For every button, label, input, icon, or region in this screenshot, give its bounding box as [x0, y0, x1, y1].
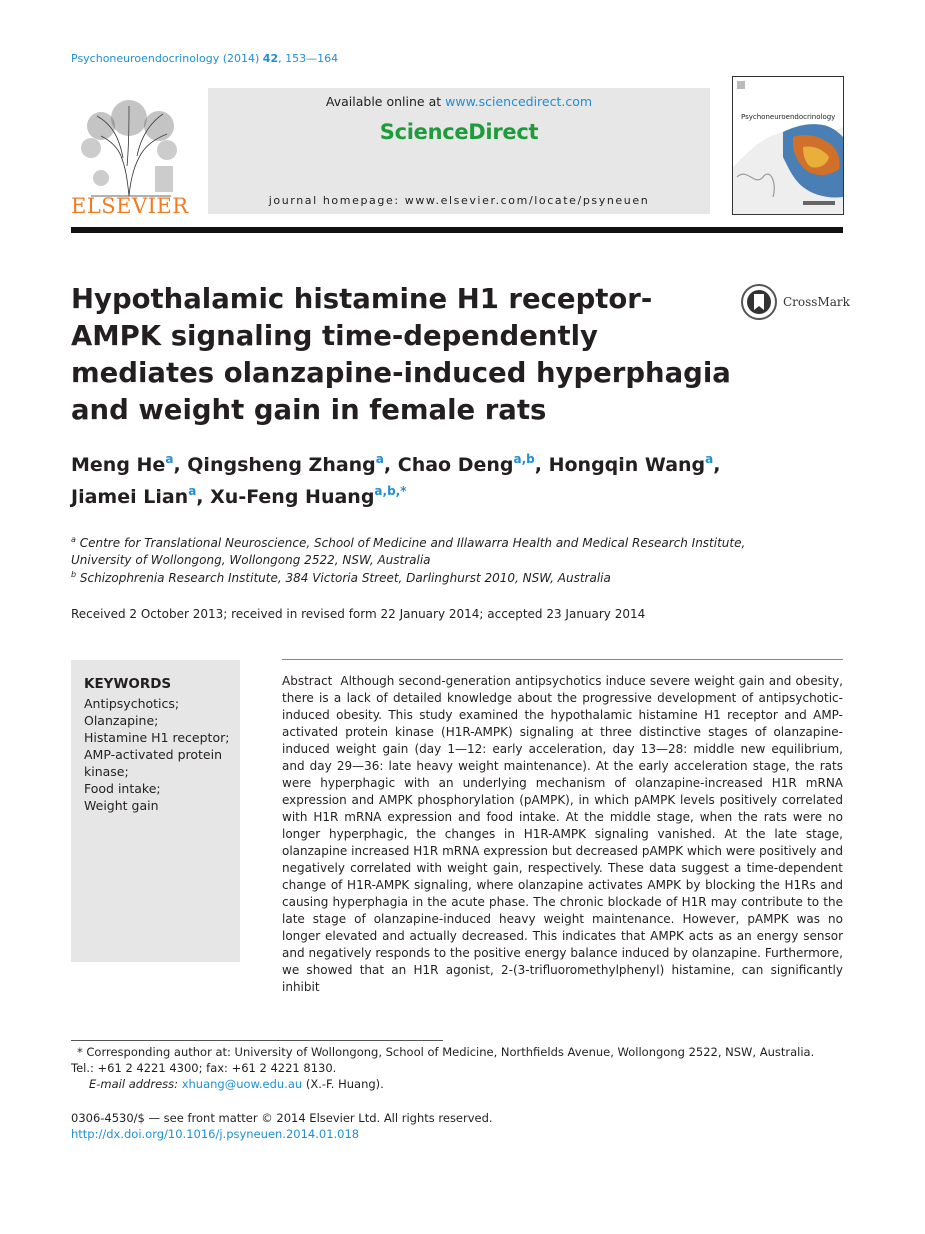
sciencedirect-logo[interactable]: ScienceDirect	[379, 120, 539, 144]
copyright-notice: 0306-4530/$ — see front matter © 2014 Elsevier Ltd. All rights reserved.	[71, 1111, 493, 1125]
author[interactable]: Jiamei Lian$^a$,	[71, 484, 211, 508]
author[interactable]: Qingsheng Zhang$^a$,	[187, 452, 398, 476]
author[interactable]: Xu-Feng Huang$^{a,b,*}$	[210, 484, 407, 508]
abstract-text: Although second-generation antipsychotics induce severe weight gain and obesity, there is a lack of detailed knowledge about the progressive development of antipsychotic-induced obesity. This study examined the hypothalamic histamine H1 receptor and AMP-activated protein kinase (H1R-AMPK) signaling at three distinctive stages of olanzapine-induced weight gain (day 1—12: early acceleration, day 13—28: middle new equilibrium, and day 29—36: late heavy weight maintenance). At the early acceleration stage, the rats were hyperphagic with an underlying mechanism of olanzapine-increased H1R mRNA expression and AMPK phosphorylation (pAMPK), in which pAMPK levels positively correlated with H1R mRNA expression and food intake. At the middle stage, when the rats were no longer hyperphagic, the changes in H1R-AMPK signaling vanished. At the late stage, olanzapine increased H1R mRNA expression but decreased pAMPK which were positively and negatively correlated with weight gain, respectively. These data suggest a time-dependent change of H1R-AMPK signaling, where olanzapine activates AMPK by blocking the H1Rs and causing hyperphagia in the acute phase. The chronic blockade of H1R may contribute to the late stage of olanzapine-induced heavy weight maintenance. However, pAMPK was no longer elevated and actually decreased. This indicates that AMPK acts as an energy sensor and negatively responds to the positive energy balance induced by olanzapine. Furthermore, we showed that an H1R agonist, 2-(3-trifluoromethylphenyl) histamine, can significantly inhibit	[282, 674, 843, 994]
received-dates: Received 2 October 2013; received in revised form 22 January 2014; accepted 23 January 2014	[71, 607, 646, 621]
keyword: AMP-activated protein kinase;	[84, 747, 223, 779]
journal-cover-image[interactable]	[732, 76, 844, 215]
abstract-label: Abstract	[282, 674, 333, 688]
contact-phone: Tel.: +61 2 4221 4300; fax: +61 2 4221 8130.	[71, 1061, 337, 1075]
contact-email: E-mail address: xhuang@uow.edu.au (X.-F. Huang).	[89, 1077, 384, 1091]
crossmark-icon[interactable]	[741, 284, 777, 320]
abstract-rule	[282, 659, 843, 660]
journal-homepage: journal homepage: www.elsevier.com/locate/psyneuen	[268, 194, 650, 207]
keywords-list	[84, 695, 240, 814]
abstract	[282, 673, 843, 996]
keyword: Food intake;	[84, 781, 161, 796]
sciencedirect-link[interactable]: www.sciencedirect.com	[445, 94, 593, 109]
footnote	[71, 1044, 843, 1092]
author[interactable]: Hongqin Wang$^a$,	[548, 452, 721, 476]
corresponding-author: * Corresponding author at: University of Wollongong, School of Medicine, Northfields Avenue, Wollongong 2522, NSW, Australia.	[77, 1045, 815, 1059]
footnote-rule	[71, 1040, 443, 1041]
email-link[interactable]: xhuang@uow.edu.au	[181, 1077, 303, 1091]
affiliation-b: $^b$ Schizophrenia Research Institute, 384 Victoria Street, Darlinghurst 2010, NSW, Australia	[71, 570, 611, 585]
affiliation-a: $^a$ Centre for Translational Neuroscience, School of Medicine and Illawarra Health and Medical Research Institute, University of Wollongong, Wollongong 2522, NSW, Australia	[71, 535, 746, 567]
cover-artwork	[733, 77, 843, 214]
article-title: Hypothalamic histamine H1 receptor-AMPK signaling time-dependently mediates olanzapine-induced hyperphagia and weight gain in female rats	[71, 283, 731, 426]
keyword: Olanzapine;	[84, 713, 159, 728]
elsevier-wordmark[interactable]: ELSEVIER	[71, 194, 189, 218]
keywords-box	[71, 660, 240, 962]
author[interactable]: Meng He$^a$,	[71, 452, 188, 476]
cover-title: Psychoneuroendocrinology	[741, 113, 836, 121]
available-online: Available online at www.sciencedirect.com	[325, 94, 593, 109]
keywords-heading: KEYWORDS	[84, 676, 172, 692]
keyword: Weight gain	[84, 798, 159, 813]
author-list	[71, 446, 771, 510]
crossmark-label[interactable]: CrossMark	[783, 295, 850, 309]
keyword: Histamine H1 receptor;	[84, 730, 230, 745]
keyword: Antipsychotics;	[84, 696, 180, 711]
journal-citation[interactable]: Psychoneuroendocrinology (2014) 42, 153—164	[71, 52, 339, 65]
journal-homepage-link[interactable]: www.elsevier.com/locate/psyneuen	[404, 194, 650, 207]
copyright-block	[71, 1110, 493, 1142]
author[interactable]: Chao Deng$^{a,b}$,	[397, 452, 549, 476]
doi-link[interactable]: http://dx.doi.org/10.1016/j.psyneuen.2014.01.018	[71, 1127, 360, 1141]
sciencedirect-banner	[208, 88, 710, 214]
header-rule	[71, 227, 843, 233]
